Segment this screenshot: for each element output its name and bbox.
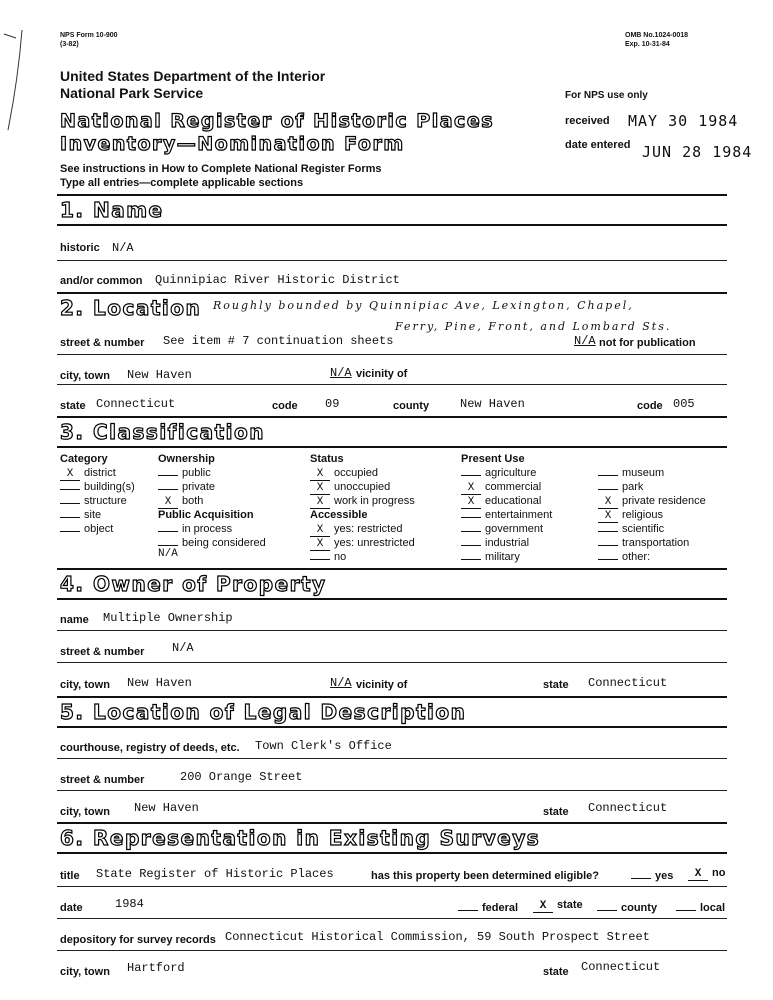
state-label: state [60, 400, 86, 412]
historic-value: N/A [112, 241, 134, 255]
option-mark: X [310, 539, 330, 551]
level-county: county [597, 902, 657, 914]
local-blank [676, 910, 696, 911]
section2-heading: 2. Location [60, 296, 202, 320]
handwritten-boundary-line1: Roughly bounded by Quinnipiac Ave, Lexington, Chapel, [213, 299, 634, 312]
option-mark: X [461, 483, 481, 495]
survey-title-value: State Register of Historic Places [96, 867, 334, 881]
present-use-list-1 [461, 466, 552, 564]
option-mark [60, 503, 80, 504]
status-heading: Status [310, 453, 344, 465]
option-item [598, 522, 706, 536]
option-item [461, 522, 552, 536]
section1-bottom-rule [57, 224, 727, 226]
option-mark [598, 489, 618, 490]
city-town-label: city, town [60, 370, 110, 382]
state-mark: X [533, 901, 553, 913]
option-label: district [84, 467, 116, 479]
historic-label: historic [60, 242, 100, 254]
county-blank [597, 910, 617, 911]
option-label: agriculture [485, 467, 537, 479]
option-item [461, 480, 552, 494]
option-label: yes: unrestricted [334, 537, 415, 549]
legal-city-value: New Haven [134, 801, 199, 815]
legal-state-label: state [543, 806, 569, 818]
present-use-heading: Present Use [461, 453, 525, 465]
option-label: object [84, 523, 114, 535]
legal-street-label: street & number [60, 774, 145, 786]
city-rule [57, 384, 727, 385]
omb-number: OMB No.1024-0018 [625, 32, 689, 39]
form-number: NPS Form 10-900 [60, 32, 118, 39]
section4-bottom-rule [57, 598, 727, 600]
section6-bottom-rule [57, 852, 727, 854]
received-stamp: MAY 30 1984 [628, 112, 739, 130]
date-entered-label: date entered [565, 139, 631, 151]
common-name-value: Quinnipiac River Historic District [155, 273, 400, 287]
option-mark [461, 475, 481, 476]
section5-bottom-rule [57, 726, 727, 728]
option-mark [598, 531, 618, 532]
survey-state-label: state [543, 966, 569, 978]
option-mark [461, 531, 481, 532]
survey-title-label: title [60, 870, 80, 882]
section2-top-rule [57, 292, 727, 294]
option-item [461, 508, 552, 522]
owner-city-label: city, town [60, 679, 110, 691]
handwritten-boundary-line2: Ferry, Pine, Front, and Lombard Sts. [395, 320, 672, 333]
courthouse-rule [57, 758, 727, 759]
option-mark: X [310, 525, 330, 537]
legal-state-value: Connecticut [588, 801, 668, 815]
option-mark [598, 545, 618, 546]
option-item [60, 494, 135, 508]
option-item [310, 480, 415, 494]
form-title-line2: Inventory—Nomination Form [60, 133, 405, 155]
option-mark: X [461, 497, 481, 509]
option-mark: X [310, 497, 330, 509]
public-acquisition-list [158, 522, 266, 550]
option-item [461, 550, 552, 564]
form-date: (3-82) [60, 41, 79, 48]
survey-city-value: Hartford [127, 961, 185, 975]
vicinity-label: vicinity of [356, 368, 408, 380]
option-label: industrial [485, 537, 530, 549]
option-item [598, 480, 706, 494]
omb-expiration: Exp. 10-31-84 [625, 41, 670, 48]
owner-name-rule [57, 630, 727, 631]
option-item [310, 536, 415, 550]
section6-top-rule [57, 822, 727, 824]
not-for-publication-value: N/A [574, 334, 596, 348]
option-item [310, 466, 415, 480]
form-title-line1: National Register of Historic Places [60, 110, 495, 132]
section3-top-rule [57, 416, 727, 418]
option-item [310, 522, 415, 536]
survey-date-rule [57, 918, 727, 919]
section4-top-rule [57, 568, 727, 570]
street-number-label: street & number [60, 337, 145, 349]
accessible-list [310, 522, 415, 564]
county-value: New Haven [460, 397, 525, 411]
option-item [310, 494, 415, 508]
code-label: code [272, 400, 298, 412]
option-item [598, 508, 706, 522]
option-mark: X [158, 497, 178, 509]
street-number-value: See item # 7 continuation sheets [163, 334, 394, 348]
accessible-heading: Accessible [310, 509, 368, 521]
option-mark [598, 475, 618, 476]
option-label: work in progress [334, 495, 415, 507]
legal-city-label: city, town [60, 806, 110, 818]
instructions-line2: Type all entries—complete applicable sections [60, 177, 304, 189]
survey-date-label: date [60, 902, 83, 914]
option-mark: X [310, 469, 330, 481]
option-item [598, 494, 706, 508]
legal-street-value: 200 Orange Street [180, 770, 303, 784]
option-label: museum [622, 467, 665, 479]
option-mark [60, 489, 80, 490]
option-label: public [182, 467, 211, 479]
option-label: park [622, 481, 644, 493]
option-label: entertainment [485, 509, 553, 521]
option-label: in process [182, 523, 233, 535]
courthouse-label: courthouse, registry of deeds, etc. [60, 742, 240, 754]
county-code-value: 005 [673, 397, 695, 411]
ownership-list [158, 466, 215, 508]
option-item [158, 494, 215, 508]
level-local: local [676, 902, 725, 914]
present-use-list-2 [598, 466, 706, 564]
option-item [598, 466, 706, 480]
owner-city-value: New Haven [127, 676, 192, 690]
option-item [60, 522, 135, 536]
option-mark [60, 517, 80, 518]
option-label: government [485, 523, 544, 535]
option-item [60, 480, 135, 494]
margin-pencil-mark [0, 20, 30, 140]
option-item [598, 550, 706, 564]
option-mark [158, 545, 178, 546]
option-item [461, 494, 552, 508]
instructions-line1: See instructions in How to Complete National Register Forms [60, 163, 382, 175]
option-item [158, 480, 215, 494]
owner-state-value: Connecticut [588, 676, 668, 690]
survey-title-rule [57, 886, 727, 887]
option-label: military [485, 551, 520, 563]
not-for-publication-label: not for publication [599, 337, 696, 349]
eligible-no-mark: X [688, 869, 708, 881]
common-name-label: and/or common [60, 275, 143, 287]
city-town-value: New Haven [127, 368, 192, 382]
legal-street-rule [57, 790, 727, 791]
depository-value: Connecticut Historical Commission, 59 South Prospect Street [225, 930, 650, 944]
option-mark: X [598, 497, 618, 509]
option-label: scientific [622, 523, 665, 535]
option-label: commercial [485, 481, 542, 493]
department-name: United States Department of the Interior [60, 68, 326, 84]
status-list [310, 466, 415, 508]
county-label: county [393, 400, 430, 412]
option-label: no [334, 551, 347, 563]
option-mark [461, 517, 481, 518]
owner-street-rule [57, 662, 727, 663]
section5-top-rule [57, 696, 727, 698]
option-label: unoccupied [334, 481, 391, 493]
category-list [60, 466, 135, 536]
option-mark: X [310, 483, 330, 495]
option-item [461, 466, 552, 480]
option-mark [461, 559, 481, 560]
option-label: private [182, 481, 216, 493]
category-heading: Category [60, 453, 108, 465]
depository-rule [57, 950, 727, 951]
option-mark: X [60, 469, 80, 481]
option-label: building(s) [84, 481, 135, 493]
option-item [60, 466, 135, 480]
option-label: occupied [334, 467, 379, 479]
option-label: yes: restricted [334, 523, 403, 535]
owner-vicinity-label: vicinity of [356, 679, 408, 691]
option-mark [461, 545, 481, 546]
depository-label: depository for survey records [60, 934, 216, 946]
service-name: National Park Service [60, 85, 204, 101]
state-value: Connecticut [96, 397, 176, 411]
option-label: other: [622, 551, 651, 563]
owner-vicinity-value: N/A [330, 676, 352, 690]
eligible-yes-blank [631, 878, 651, 879]
date-entered-stamp: JUN 28 1984 [642, 143, 753, 161]
option-label: structure [84, 495, 127, 507]
section3-heading: 3. Classification [60, 420, 265, 444]
option-mark [158, 489, 178, 490]
eligible-no: X no [688, 867, 725, 881]
option-label: site [84, 509, 102, 521]
nps-use-only: For NPS use only [565, 90, 648, 101]
section1-heading: 1. Name [60, 198, 164, 222]
option-mark [598, 559, 618, 560]
code-value: 09 [325, 397, 340, 411]
option-item [158, 522, 266, 536]
option-item [310, 550, 415, 564]
option-mark [60, 531, 80, 532]
option-mark [158, 475, 178, 476]
option-item [60, 508, 135, 522]
section4-heading: 4. Owner of Property [60, 572, 327, 596]
section6-heading: 6. Representation in Existing Surveys [60, 826, 541, 850]
county-code-label: code [637, 400, 663, 412]
survey-city-label: city, town [60, 966, 110, 978]
option-label: being considered [182, 537, 266, 549]
option-label: educational [485, 495, 542, 507]
option-mark [310, 559, 330, 560]
survey-date-value: 1984 [115, 897, 144, 911]
public-acquisition-heading: Public Acquisition [158, 509, 254, 521]
vicinity-value: N/A [330, 366, 352, 380]
option-label: both [182, 495, 204, 507]
level-state: X state [533, 899, 583, 913]
option-label: private residence [622, 495, 706, 507]
courthouse-value: Town Clerk's Office [255, 739, 392, 753]
received-label: received [565, 115, 610, 127]
owner-state-label: state [543, 679, 569, 691]
public-acquisition-na: N/A [158, 548, 178, 560]
option-mark [158, 531, 178, 532]
owner-name-label: name [60, 614, 89, 626]
option-label: transportation [622, 537, 690, 549]
level-federal: federal [458, 902, 518, 914]
option-item [598, 536, 706, 550]
section5-heading: 5. Location of Legal Description [60, 700, 467, 724]
street-rule [57, 354, 727, 355]
survey-state-value: Connecticut [581, 960, 661, 974]
eligible-question: has this property been determined eligible? [371, 870, 599, 882]
option-item [461, 536, 552, 550]
owner-street-label: street & number [60, 646, 145, 658]
owner-street-value: N/A [172, 641, 194, 655]
historic-rule [57, 260, 727, 261]
section3-bottom-rule [57, 446, 727, 448]
eligible-yes: yes [631, 870, 673, 882]
option-label: religious [622, 509, 663, 521]
federal-blank [458, 910, 478, 911]
option-mark: X [598, 511, 618, 523]
section1-top-rule [57, 194, 727, 196]
ownership-heading: Ownership [158, 453, 215, 465]
owner-name-value: Multiple Ownership [103, 611, 233, 625]
option-item [158, 466, 215, 480]
